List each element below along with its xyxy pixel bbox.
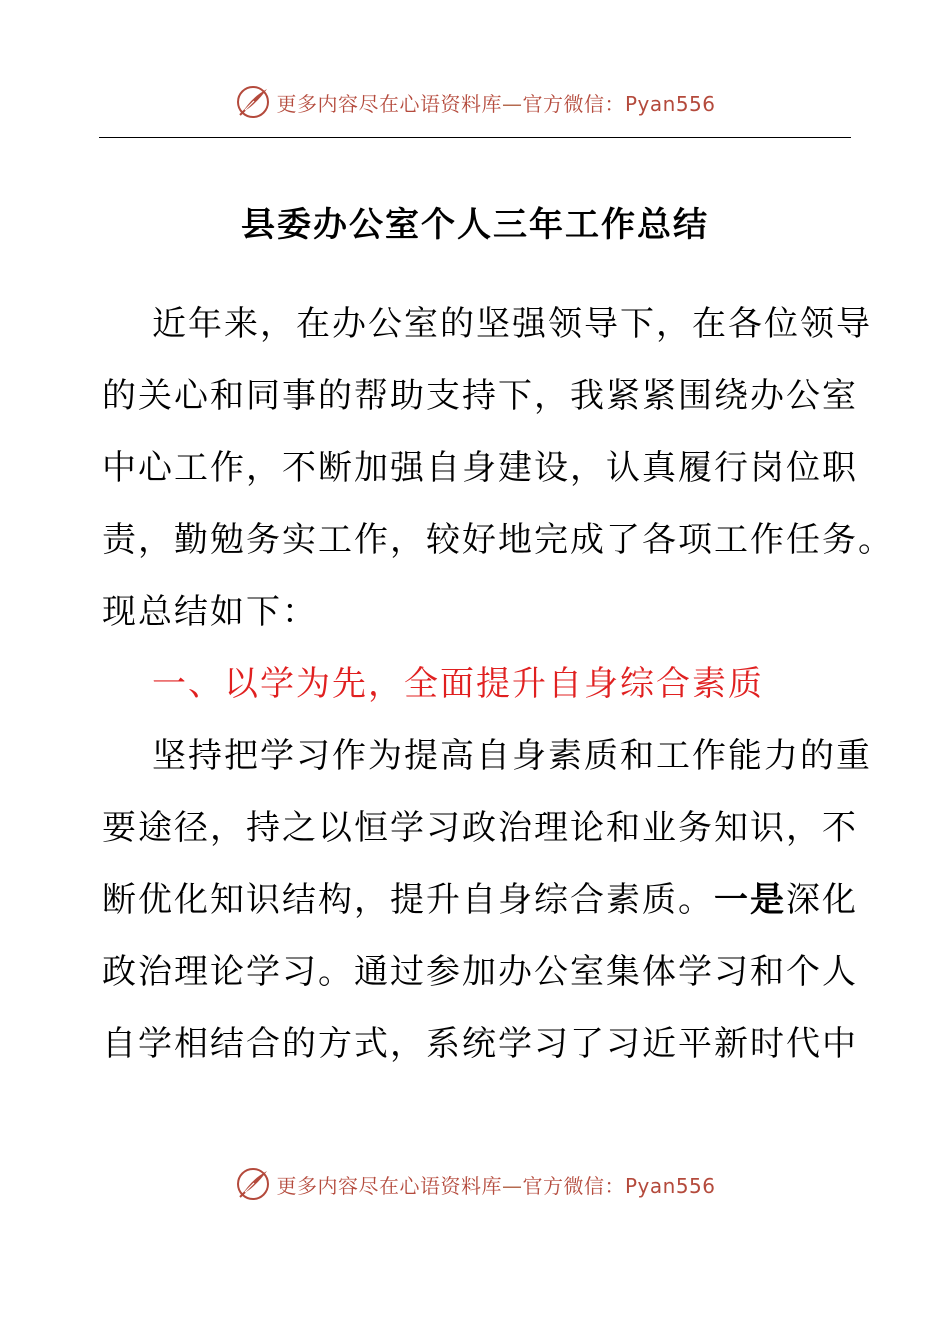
- banner-brand: 更多内容尽在心语资料库: [276, 1173, 502, 1198]
- header-banner: [0, 80, 950, 124]
- paragraph-line: 要途径，持之以恒学习政治理论和业务知识，不: [102, 808, 858, 848]
- paragraph-line: 责，勤勉务实工作，较好地完成了各项工作任务。: [102, 520, 894, 560]
- paragraph-line: 中心工作，不断加强自身建设，认真履行岗位职: [102, 448, 858, 488]
- banner-wechat-id: Pyan556: [624, 1173, 716, 1198]
- bold-marker: 一是: [714, 880, 786, 920]
- paragraph-line: 自学相结合的方式，系统学习了习近平新时代中: [102, 1024, 858, 1064]
- quill-logo-icon: [234, 1165, 272, 1203]
- footer-banner: [0, 1162, 950, 1206]
- banner-text: [276, 88, 715, 117]
- section-heading: 一、以学为先，全面提升自身综合素质: [152, 664, 764, 704]
- banner-wechat-label: 官方微信：: [522, 91, 625, 116]
- line-text: 深化: [786, 880, 858, 920]
- document-title: 县委办公室个人三年工作总结: [241, 205, 709, 245]
- body-paragraph: [102, 720, 872, 1080]
- line-text: 断优化知识结构，提升自身综合素质。: [102, 880, 714, 920]
- paragraph-line: 近年来，在办公室的坚强领导下，在各位领导: [152, 304, 872, 344]
- paragraph-line: [102, 864, 862, 936]
- paragraph-line: 的关心和同事的帮助支持下，我紧紧围绕办公室: [102, 376, 858, 416]
- section-heading-block: [102, 648, 862, 720]
- quill-logo-icon: [234, 83, 272, 121]
- intro-paragraph: [102, 288, 894, 648]
- paragraph-line: 政治理论学习。通过参加办公室集体学习和个人: [102, 952, 858, 992]
- banner-text: [276, 1170, 715, 1199]
- banner-brand: 更多内容尽在心语资料库: [276, 91, 502, 116]
- banner-wechat-id: Pyan556: [624, 91, 716, 116]
- header-divider: [99, 137, 851, 138]
- paragraph-line: 现总结如下：: [102, 592, 318, 632]
- paragraph-line: 坚持把学习作为提高自身素质和工作能力的重: [152, 736, 872, 776]
- banner-dash: —: [501, 91, 523, 116]
- banner-wechat-label: 官方微信：: [522, 1173, 625, 1198]
- banner-dash: —: [501, 1173, 523, 1198]
